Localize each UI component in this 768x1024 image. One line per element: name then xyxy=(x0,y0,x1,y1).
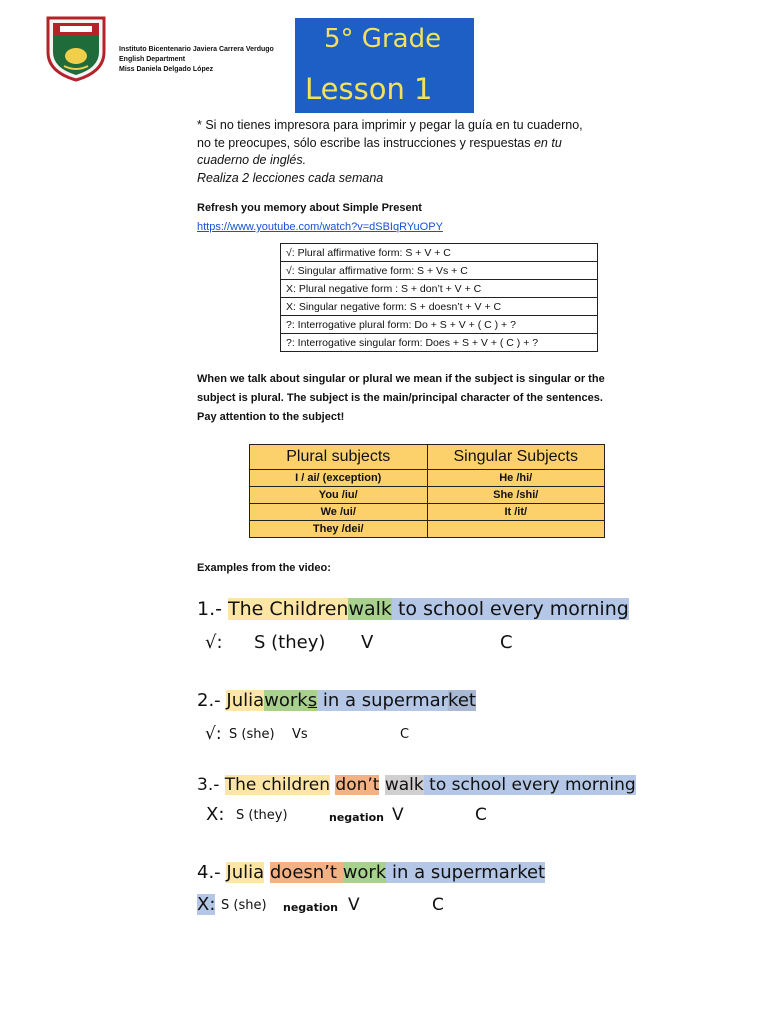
complement-label: C xyxy=(500,632,513,653)
form-cell: √: Singular affirmative form: S + Vs + C xyxy=(281,262,598,280)
table-row xyxy=(250,521,605,538)
singular-cell: It /it/ xyxy=(427,504,605,521)
table-row xyxy=(250,487,605,504)
intro-line-2: no te preocupes, sólo escribe las instrucciones y respuestas en tu xyxy=(197,135,562,150)
subject-label: S (they) xyxy=(236,808,288,823)
examples-heading: Examples from the video: xyxy=(197,562,331,574)
affirmative-mark: √: xyxy=(205,724,222,744)
verb-label: V xyxy=(348,895,360,915)
example-3-sentence: 3.- The children don’t walk to school every morning xyxy=(197,775,636,795)
subject-highlight: The Children xyxy=(228,598,349,620)
table-row xyxy=(250,504,605,521)
negation-label: negation xyxy=(283,901,339,914)
verb-label: V xyxy=(361,632,374,653)
complement-highlight: in a supermarket xyxy=(386,862,546,883)
lesson-title: Lesson 1 xyxy=(305,72,433,106)
verb-label: Vs xyxy=(292,727,308,742)
school-crest-logo xyxy=(46,14,106,82)
subject-highlight: Julia xyxy=(226,690,265,711)
table-row xyxy=(281,244,598,262)
school-name: Instituto Bicentenario Javiera Carrera Verdugo xyxy=(119,46,274,53)
subject-highlight: The children xyxy=(224,775,330,795)
school-info xyxy=(119,45,274,75)
complement-label: C xyxy=(475,805,487,825)
negation-highlight: doesn’t xyxy=(269,862,343,883)
table-row xyxy=(281,262,598,280)
subject-explanation: When we talk about singular or plural we mean if the subject is singular or the subject is plural. The subject is the main/principal character of the sentences. Pay attention to the subject! xyxy=(197,373,605,423)
intro-note xyxy=(197,117,657,187)
singular-cell: He /hi/ xyxy=(427,470,605,487)
subject-label: S (she) xyxy=(229,727,275,742)
verb-highlight: work xyxy=(342,862,387,883)
plural-cell: I / ai/ (exception) xyxy=(250,470,428,487)
verb-highlight: walk xyxy=(384,775,424,795)
affirmative-mark: √: xyxy=(205,632,223,653)
refresh-heading: Refresh you memory about Simple Present xyxy=(197,202,422,214)
youtube-link[interactable]: https://www.youtube.com/watch?v=dSBIqRYuOPY xyxy=(197,221,443,233)
table-header-row xyxy=(250,445,605,470)
form-cell: X: Singular negative form: S + doesn’t + V + C xyxy=(281,298,598,316)
singular-header: Singular Subjects xyxy=(427,445,605,470)
intro-line-1: * Si no tienes impresora para imprimir y pegar la guía en tu cuaderno, xyxy=(197,118,583,132)
complement-label: C xyxy=(400,727,410,742)
subject-highlight: Julia xyxy=(226,862,265,883)
plural-cell: You /iu/ xyxy=(250,487,428,504)
table-row xyxy=(250,470,605,487)
table-row xyxy=(281,298,598,316)
complement-highlight: in a supermarket xyxy=(317,690,476,711)
complement-highlight: to school every morning xyxy=(423,775,636,795)
subject-label: S (she) xyxy=(221,898,267,913)
subject-label: S (they) xyxy=(254,632,326,653)
table-row xyxy=(281,334,598,352)
department: English Department xyxy=(119,56,186,63)
form-cell: X: Plural negative form : S + don’t + V + C xyxy=(281,280,598,298)
intro-line-4: Realiza 2 lecciones cada semana xyxy=(197,170,384,185)
verb-highlight: works xyxy=(264,690,318,711)
simple-present-forms-table xyxy=(280,243,598,352)
singular-cell: She /shi/ xyxy=(427,487,605,504)
negation-highlight: don’t xyxy=(335,775,380,795)
example-4-sentence: 4.- Julia doesn’t work in a supermarket xyxy=(197,862,546,883)
singular-cell xyxy=(427,521,605,538)
plural-cell: They /dei/ xyxy=(250,521,428,538)
plural-cell: We /ui/ xyxy=(250,504,428,521)
complement-highlight: to school every morning xyxy=(391,598,629,620)
subjects-table xyxy=(249,444,605,538)
table-row xyxy=(281,280,598,298)
verb-highlight: walk xyxy=(348,598,392,620)
negation-label: negation xyxy=(329,811,385,824)
grade-title: 5° Grade xyxy=(324,24,442,54)
example-1-sentence: 1.- The Childrenwalk to school every morning xyxy=(197,598,629,620)
plural-header: Plural subjects xyxy=(250,445,428,470)
table-row xyxy=(281,316,598,334)
teacher-name: Miss Daniela Delgado López xyxy=(119,66,214,73)
form-cell: √: Plural affirmative form: S + V + C xyxy=(281,244,598,262)
verb-label: V xyxy=(392,805,404,825)
intro-line-3: cuaderno de inglés. xyxy=(197,153,307,167)
negative-mark: X: xyxy=(206,804,225,825)
negative-mark: X: xyxy=(197,894,216,915)
form-cell: ?: Interrogative singular form: Does + S + V + ( C ) + ? xyxy=(281,334,598,352)
complement-label: C xyxy=(432,895,444,915)
example-2-sentence: 2.- Juliaworks in a supermarket xyxy=(197,690,476,711)
form-cell: ?: Interrogative plural form: Do + S + V + ( C ) + ? xyxy=(281,316,598,334)
